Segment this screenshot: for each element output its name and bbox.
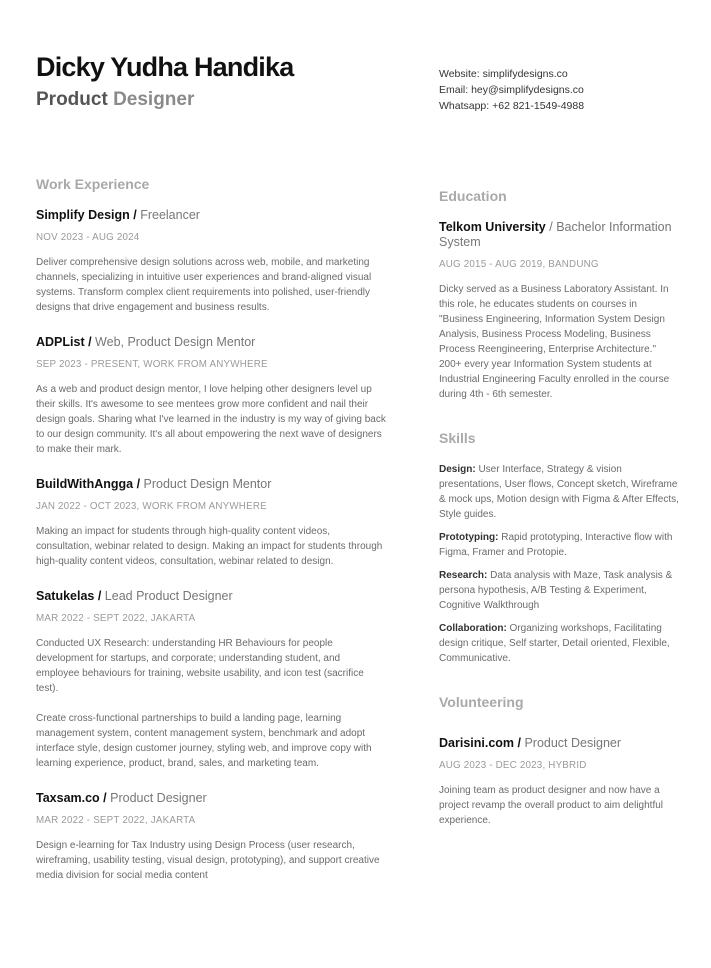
volunteering-section: [439, 694, 679, 828]
entry-date: SEP 2023 - PRESENT, WORK FROM ANYWHERE: [36, 359, 268, 370]
entry-description: As a web and product design mentor, I love helping other designers level up their skills. It's awesome to see mentees grow more confident and nail their design goals. Sharing what I've learned in the industry is my way of giving back to our design community. It's all about empowering the next wave of designers to make their mark.: [36, 384, 386, 455]
entry-date: AUG 2015 - AUG 2019, BANDUNG: [439, 259, 599, 270]
entry-org: BuildWithAngga: [36, 477, 134, 491]
entry-org: Darisini.com: [439, 736, 515, 750]
entry-role: Product Designer: [524, 736, 622, 750]
skill-item: Design: User Interface, Strategy & vision presentations, User flows, Concept sketch, Wireframe & mock ups, Motion design with Figma & After Effects, Style guides.: [439, 464, 679, 520]
resume-title-part1: Product: [36, 89, 108, 110]
section-heading-skills: Skills: [439, 430, 476, 446]
section-heading-work: Work Experience: [36, 176, 150, 192]
entry-role: Product Designer: [110, 791, 207, 805]
resume-title: [36, 89, 194, 111]
work-entry: [36, 335, 386, 457]
resume-name: Dicky Yudha Handika: [36, 52, 294, 82]
work-entry: [36, 589, 386, 771]
entry-description: Joining team as product designer and now have a project revamp the overall product to aim delightful experience.: [439, 785, 664, 826]
entry-description: Dicky served as a Business Laboratory Assistant. In this role, he educates students on courses in "Business Engineering, Information System Design Analysis, Business Process Modeling, Business Process Reengineering, Enterprise Architecture." 200+ every year Information System students at Industrial Engineering Faculty enrolled in the course during 4th - 6th semester.: [439, 284, 670, 400]
entry-date: MAR 2022 - SEPT 2022, JAKARTA: [36, 613, 196, 624]
work-entry: [36, 208, 386, 315]
right-column: [439, 188, 679, 828]
entry-org: ADPList: [36, 335, 85, 349]
entry-org: Simplify Design: [36, 208, 134, 222]
entry-title: Darisini.com / Product Designer: [439, 736, 622, 750]
entry-description: Conducted UX Research: understanding HR Behaviours for people development for startups, and corporate; understanding student, and employee behaviours for training, website usability, and icon test (sacrifice test).: [36, 638, 364, 694]
entry-date: AUG 2023 - DEC 2023, HYBRID: [439, 760, 587, 771]
entry-title: Telkom University / Bachelor Information System: [439, 220, 672, 249]
entry-role: Lead Product Designer: [104, 589, 233, 603]
entry-description: Making an impact for students through high-quality content videos, consultation, webinar related to design. Making an impact for students through high-quality content videos, consultation, webinar related to design.: [36, 526, 383, 567]
entry-description: Deliver comprehensive design solutions across web, mobile, and marketing channels, specializing in intuitive user experiences and brand-aligned visual systems. Transform complex client requirements into polished, user-friendly designs that drive engagement and business results.: [36, 257, 372, 313]
skill-label: Collaboration:: [439, 623, 507, 634]
resume-title-part2: Designer: [113, 89, 195, 110]
skill-item: Collaboration: Organizing workshops, Facilitating design critique, Self starter, Detail oriented, Flexible, Communicative.: [439, 623, 670, 664]
entry-title: ADPList / Web, Product Design Mentor: [36, 335, 256, 349]
education-section: [439, 188, 679, 402]
section-heading-education: Education: [439, 188, 507, 204]
entry-title: Satukelas / Lead Product Designer: [36, 589, 233, 603]
skill-label: Design:: [439, 464, 476, 475]
work-entry: [36, 477, 386, 569]
contact-whatsapp[interactable]: Whatsapp: +62 821-1549-4988: [439, 100, 585, 112]
work-experience-section: [36, 176, 386, 883]
entry-title: Simplify Design / Freelancer: [36, 208, 200, 222]
contact-email[interactable]: Email: hey@simplifydesigns.co: [439, 84, 584, 96]
skill-item: Research: Data analysis with Maze, Task analysis & persona hypothesis, A/B Testing & Experiment, Cognitive Walkthrough: [439, 570, 673, 611]
entry-role: Product Design Mentor: [143, 477, 272, 491]
entry-org: Telkom University: [439, 220, 546, 234]
contact-website[interactable]: Website: simplifydesigns.co: [439, 68, 568, 80]
entry-role: Freelancer: [140, 208, 200, 222]
section-heading-volunteering: Volunteering: [439, 694, 524, 710]
entry-title: BuildWithAngga / Product Design Mentor: [36, 477, 272, 491]
entry-description-2: Create cross-functional partnerships to build a landing page, learning management system, content management system, benchmark and adopt interface style, design customer journey, styling web, and improve copy with learning experience, product, brand, sales, and marketing team.: [36, 713, 372, 769]
skill-label: Prototyping:: [439, 532, 499, 543]
contact-block: [439, 66, 584, 114]
entry-date: MAR 2022 - SEPT 2022, JAKARTA: [36, 815, 196, 826]
skill-item: Prototyping: Rapid prototyping, Interactive flow with Figma, Framer and Protopie.: [439, 532, 673, 558]
entry-role: Web, Product Design Mentor: [95, 335, 256, 349]
skill-label: Research:: [439, 570, 488, 581]
entry-description: Design e-learning for Tax Industry using Design Process (user research, wireframing, usability testing, visual design, prototyping), and support creative media division for social media content: [36, 840, 380, 881]
entry-org: Taxsam.co: [36, 791, 100, 805]
entry-title: Taxsam.co / Product Designer: [36, 791, 207, 805]
entry-date: JAN 2022 - OCT 2023, WORK FROM ANYWHERE: [36, 501, 267, 512]
work-entry: [36, 791, 386, 883]
skills-section: [439, 430, 679, 666]
entry-org: Satukelas: [36, 589, 95, 603]
entry-date: NOV 2023 - AUG 2024: [36, 232, 140, 243]
entry-role: Bachelor Information System: [439, 220, 672, 249]
